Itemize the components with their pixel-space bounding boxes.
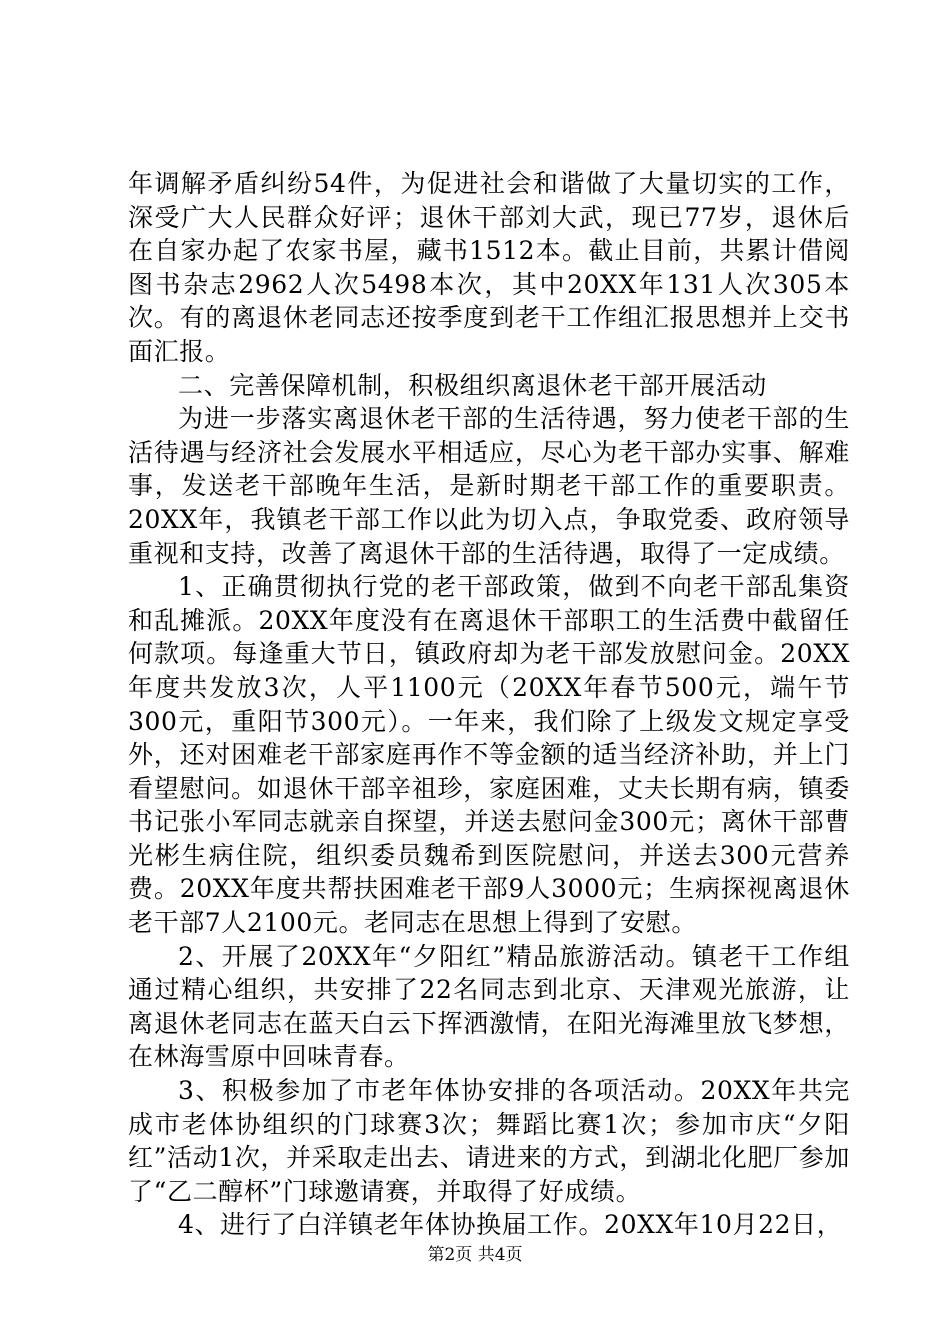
- paragraph-item-1: 1、正确贯彻执行党的老干部政策，做到不向老干部乱集资和乱摊派。20XX年度没有在离退休干部职工的生活费中截留任何款项。每逢重大节日，镇政府却为老干部发放慰问金。20XX年度共发放3次，人平1100元（20XX年春节500元，端午节300元，重阳节300元）。一年来，我们除了上级发文规定享受外，还对困难老干部家庭再作不等金额的适当经济补助，并上门看望慰问。如退休干部辛祖珍，家庭困难，丈夫长期有病，镇委书记张小军同志就亲自探望，并送去慰问金300元；离休干部曹光彬生病住院，组织委员魏希到医院慰问，并送去300元营养费。20XX年度共帮扶困难老干部9人3000元；生病探视离退休老干部7人2100元。老同志在思想上得到了安慰。: [128, 572, 850, 938]
- document-body: [128, 167, 850, 1242]
- paragraph-item-3: 3、积极参加了市老年体协安排的各项活动。20XX年共完成市老体协组织的门球赛3次；舞蹈比赛1次；参加市庆“夕阳红”活动1次，并采取走出去、请进来的方式，到湖北化肥厂参加了“乙二醇杯”门球邀请赛，并取得了好成绩。: [128, 1076, 850, 1206]
- paragraph-intro: 为进一步落实离退休老干部的生活待遇，努力使老干部的生活待遇与经济社会发展水平相适应，尽心为老干部办实事、解难事，发送老干部晚年生活，是新时期老干部工作的重要职责。20XX年，我镇老干部工作以此为切入点，争取党委、政府领导重视和支持，改善了离退休干部的生活待遇，取得了一定成绩。: [128, 404, 850, 568]
- section-heading: 二、完善保障机制，积极组织离退休老干部开展活动: [178, 370, 767, 400]
- paragraph-item-2: 2、开展了20XX年“夕阳红”精品旅游活动。镇老干工作组通过精心组织，共安排了22名同志到北京、天津观光旅游，让离退休老同志在蓝天白云下挥洒激情，在阳光海滩里放飞梦想，在林海雪原中回味青春。: [128, 941, 850, 1072]
- paragraph-continuation: 年调解矛盾纠纷54件，为促进社会和谐做了大量切实的工作，深受广大人民群众好评；退休干部刘大武，现已77岁，退休后在自家办起了农家书屋，藏书1512本。截止目前，共累计借阅图书杂志2962人次5498本次，其中20XX年131人次305本次。有的离退休老同志还按季度到老干工作组汇报思想并上交书面汇报。: [128, 169, 850, 366]
- paragraph-item-4: 4、进行了白洋镇老年体协换届工作。20XX年10月22日，: [178, 1210, 843, 1240]
- page-number-footer: 第2页 共4页: [427, 1245, 523, 1265]
